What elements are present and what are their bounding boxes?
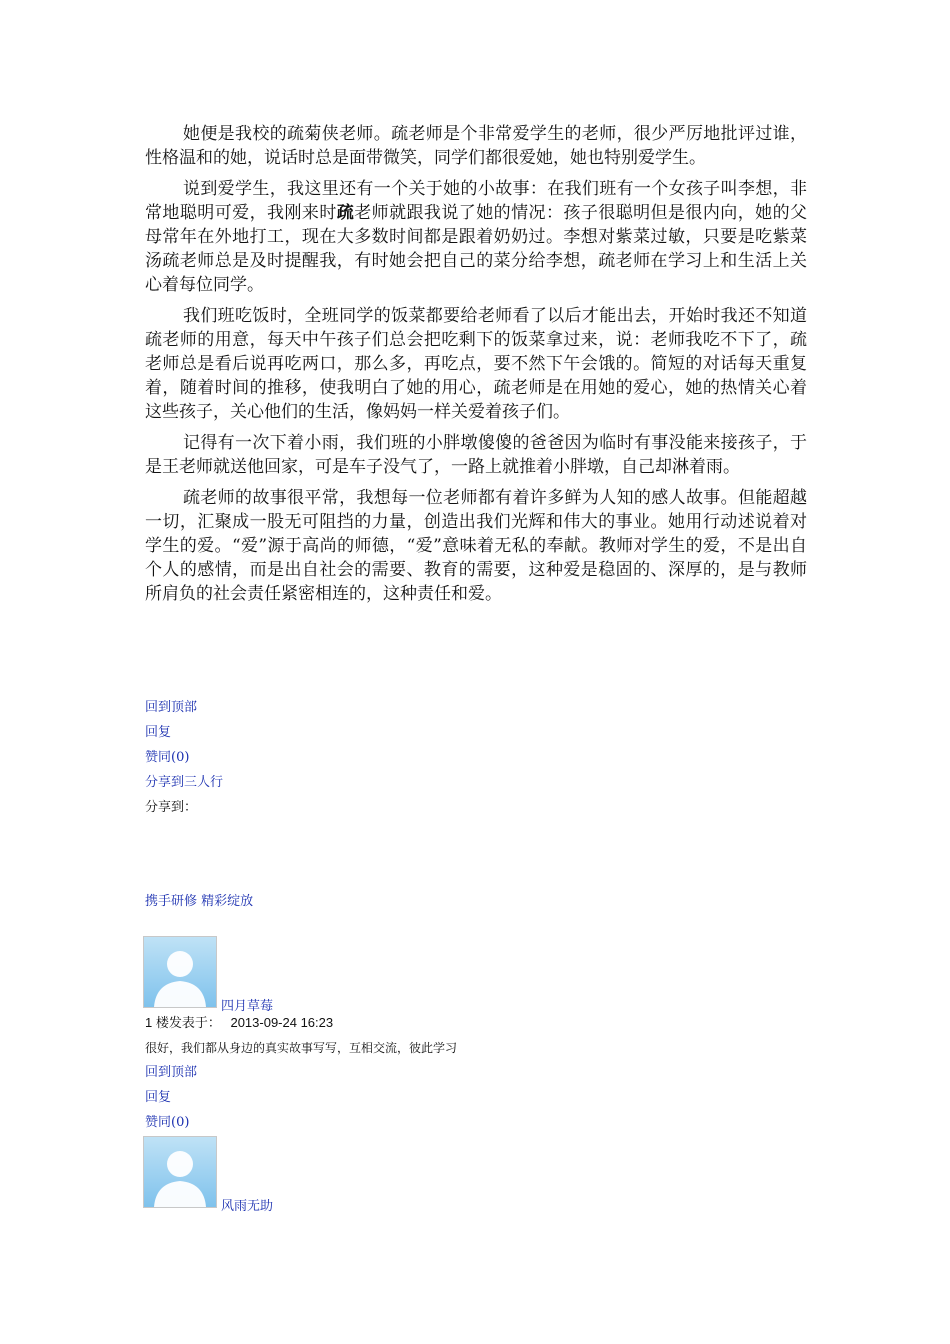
paragraph-2: [145, 177, 807, 297]
paragraph-1: 她便是我校的疏菊侠老师。疏老师是个非常爱学生的老师，很少严厉地批评过谁，性格温和的她，说话时总是面带微笑，同学们都很爱她，她也特别爱学生。: [145, 124, 807, 168]
reply-link[interactable]: 回复: [145, 725, 172, 740]
user-avatar-icon[interactable]: [143, 936, 217, 1008]
paragraph-4: 记得有一次下着小雨，我们班的小胖墩傻傻的爸爸因为临时有事没能来接孩子，于是王老师就送他回家，可是车子没气了，一路上就推着小胖墩，自己却淋着雨。: [145, 433, 807, 477]
article-body: [145, 122, 807, 613]
comment-1-text: 很好，我们都从身边的真实故事写写，互相交流，彼此学习: [145, 1041, 458, 1055]
comment-1-back-to-top-link[interactable]: 回到顶部: [145, 1065, 198, 1080]
comment-2-header: [143, 1136, 274, 1214]
comment-1-like-link[interactable]: [145, 1110, 545, 1135]
user-avatar-icon[interactable]: [143, 1136, 217, 1208]
group-section: [145, 889, 545, 914]
paragraph-2-rest: 老师就跟我说了她的情况：孩子很聪明但是很内向，她的父母常年在外地打工，现在大多数时间都是跟着奶奶过。李想对紫菜过敏，只要是吃紫菜汤疏老师总是及时提醒我，有时她会把自己的菜分给李想，疏老师在学习上和生活上关心着每位同学。: [145, 203, 808, 295]
share-sanrenxing-link[interactable]: 分享到三人行: [145, 775, 224, 790]
comment-1-actions: [145, 1060, 545, 1135]
post-actions: [145, 695, 545, 820]
comment-1-username[interactable]: 四月草莓: [221, 999, 274, 1014]
comment-1-like-label: 赞同(0): [145, 1115, 190, 1130]
comment-1-reply-link[interactable]: 回复: [145, 1090, 172, 1105]
comment-1-meta: [145, 1013, 333, 1033]
comment-1-time: 2013-09-24 16:23: [230, 1015, 334, 1030]
like-link[interactable]: [145, 745, 545, 770]
like-label: 赞同(0): [145, 750, 190, 765]
paragraph-2-start: 说到爱学生，我这里还有一个关于她的小故事：在我们班有一个女孩子叫李想，非常地聪明可爱，我刚来时: [145, 179, 807, 223]
paragraph-5: 疏老师的故事很平常，我想每一位老师都有着许多鲜为人知的感人故事。但能超越一切，汇聚成一股无可阻挡的力量，创造出我们光辉和伟大的事业。她用行动述说着对学生的爱。“爱”源于高尚的师德，“爱”意味着无私的奉献。教师对学生的爱，不是出自个人的感情，而是出自社会的需要、教育的需要，这种爱是稳固的、深厚的，是与教师所肩负的社会责任紧密相连的，这种责任和爱。: [145, 488, 807, 604]
comment-2-username[interactable]: 风雨无助: [221, 1199, 274, 1214]
comment-1-floor: 1 楼发表于：: [145, 1015, 221, 1030]
paragraph-2-bold: 疏: [336, 203, 355, 223]
group-link[interactable]: 携手研修 精彩绽放: [145, 894, 254, 909]
share-to-label: 分享到：: [145, 800, 198, 815]
comment-1-header: [143, 936, 274, 1014]
paragraph-3: 我们班吃饭时，全班同学的饭菜都要给老师看了以后才能出去，开始时我还不知道疏老师的用意，每天中午孩子们总会把吃剩下的饭菜拿过来，说：老师我吃不下了，疏老师总是看后说再吃两口，那么多，再吃点，要不然下午会饿的。简短的对话每天重复着，随着时间的推移，使我明白了她的用心，疏老师是在用她的爱心，她的热情关心着这些孩子，关心他们的生活，像妈妈一样关爱着孩子们。: [145, 306, 807, 422]
back-to-top-link[interactable]: 回到顶部: [145, 700, 198, 715]
